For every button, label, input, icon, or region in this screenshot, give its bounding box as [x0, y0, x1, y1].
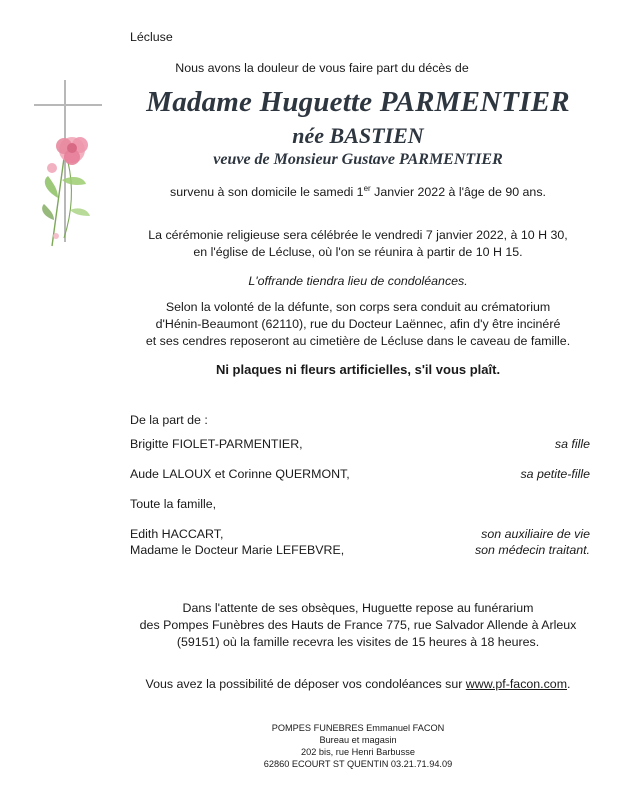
cremation-line: Selon la volonté de la défunte, son corps sera conduit au crématorium [165, 300, 551, 314]
rest-info-line: des Pompes Funèbres des Hauts de France 775, rue Salvador Allende à Arleux [139, 618, 577, 632]
ceremony-line: en l'église de Lécluse, où l'on se réunira à partir de 10 H 15. [193, 245, 523, 259]
relative-relation: son médecin traitant. [474, 543, 590, 557]
rest-info-line: (59151) où la famille recevra les visites de 15 heures à 18 heures. [176, 635, 540, 649]
relative-name: Edith HACCART, [130, 527, 224, 541]
footer-line: 202 bis, rue Henri Barbusse [301, 747, 415, 757]
relative-name: Madame le Docteur Marie LEFEBVRE, [130, 543, 345, 557]
deceased-name: Madame Huguette PARMENTIER [146, 86, 570, 118]
relative-relation: son auxiliaire de vie [481, 527, 590, 541]
no-flowers-notice: Ni plaques ni fleurs artificielles, s'il vous plaît. [215, 362, 501, 377]
cremation-line: et ses cendres reposeront au cimetière de Lécluse dans le caveau de famille. [145, 334, 571, 348]
footer-line: Bureau et magasin [319, 735, 397, 745]
condolences-text: Vous avez la possibilité de déposer vos condoléances sur [145, 677, 466, 691]
offering-note: L'offrande tiendra lieu de condoléances. [248, 274, 468, 288]
rest-info-line: Dans l'attente de ses obsèques, Huguette repose au funérarium [182, 601, 534, 615]
widow-of: veuve de Monsieur Gustave PARMENTIER [213, 151, 503, 168]
relative-name: Toute la famille, [130, 497, 217, 511]
intro-text: Nous avons la douleur de vous faire part du décès de [175, 61, 469, 75]
condolences-end: . [567, 677, 571, 691]
death-notice-text-end: Janvier 2022 à l'âge de 90 ans. [370, 185, 546, 199]
footer-company: POMPES FUNEBRES Emmanuel FACON [271, 723, 445, 733]
cremation-line: d'Hénin-Beaumont (62110), rue du Docteur Laënnec, afin d'y être incinéré [155, 317, 561, 331]
condolences-line [36, 676, 644, 693]
birth-name: née BASTIEN [292, 123, 424, 148]
death-notice [36, 184, 644, 201]
relative-relation: sa fille [554, 437, 590, 451]
locality: Lécluse [130, 30, 173, 44]
relative-name: Aude LALOUX et Corinne QUERMONT, [130, 467, 350, 481]
death-notice-text: survenu à son domicile le samedi 1 [170, 185, 364, 199]
ceremony-line: La cérémonie religieuse sera célébrée le vendredi 7 janvier 2022, à 10 H 30, [148, 228, 568, 242]
relative-relation: sa petite-fille [520, 467, 590, 481]
death-notice-sup: er [363, 183, 371, 193]
from-label: De la part de : [130, 413, 208, 427]
relative-name: Brigitte FIOLET-PARMENTIER, [130, 437, 303, 451]
condolences-link[interactable]: www.pf-facon.com [465, 677, 568, 691]
footer-line: 62860 ECOURT ST QUENTIN 03.21.71.94.09 [263, 759, 453, 769]
